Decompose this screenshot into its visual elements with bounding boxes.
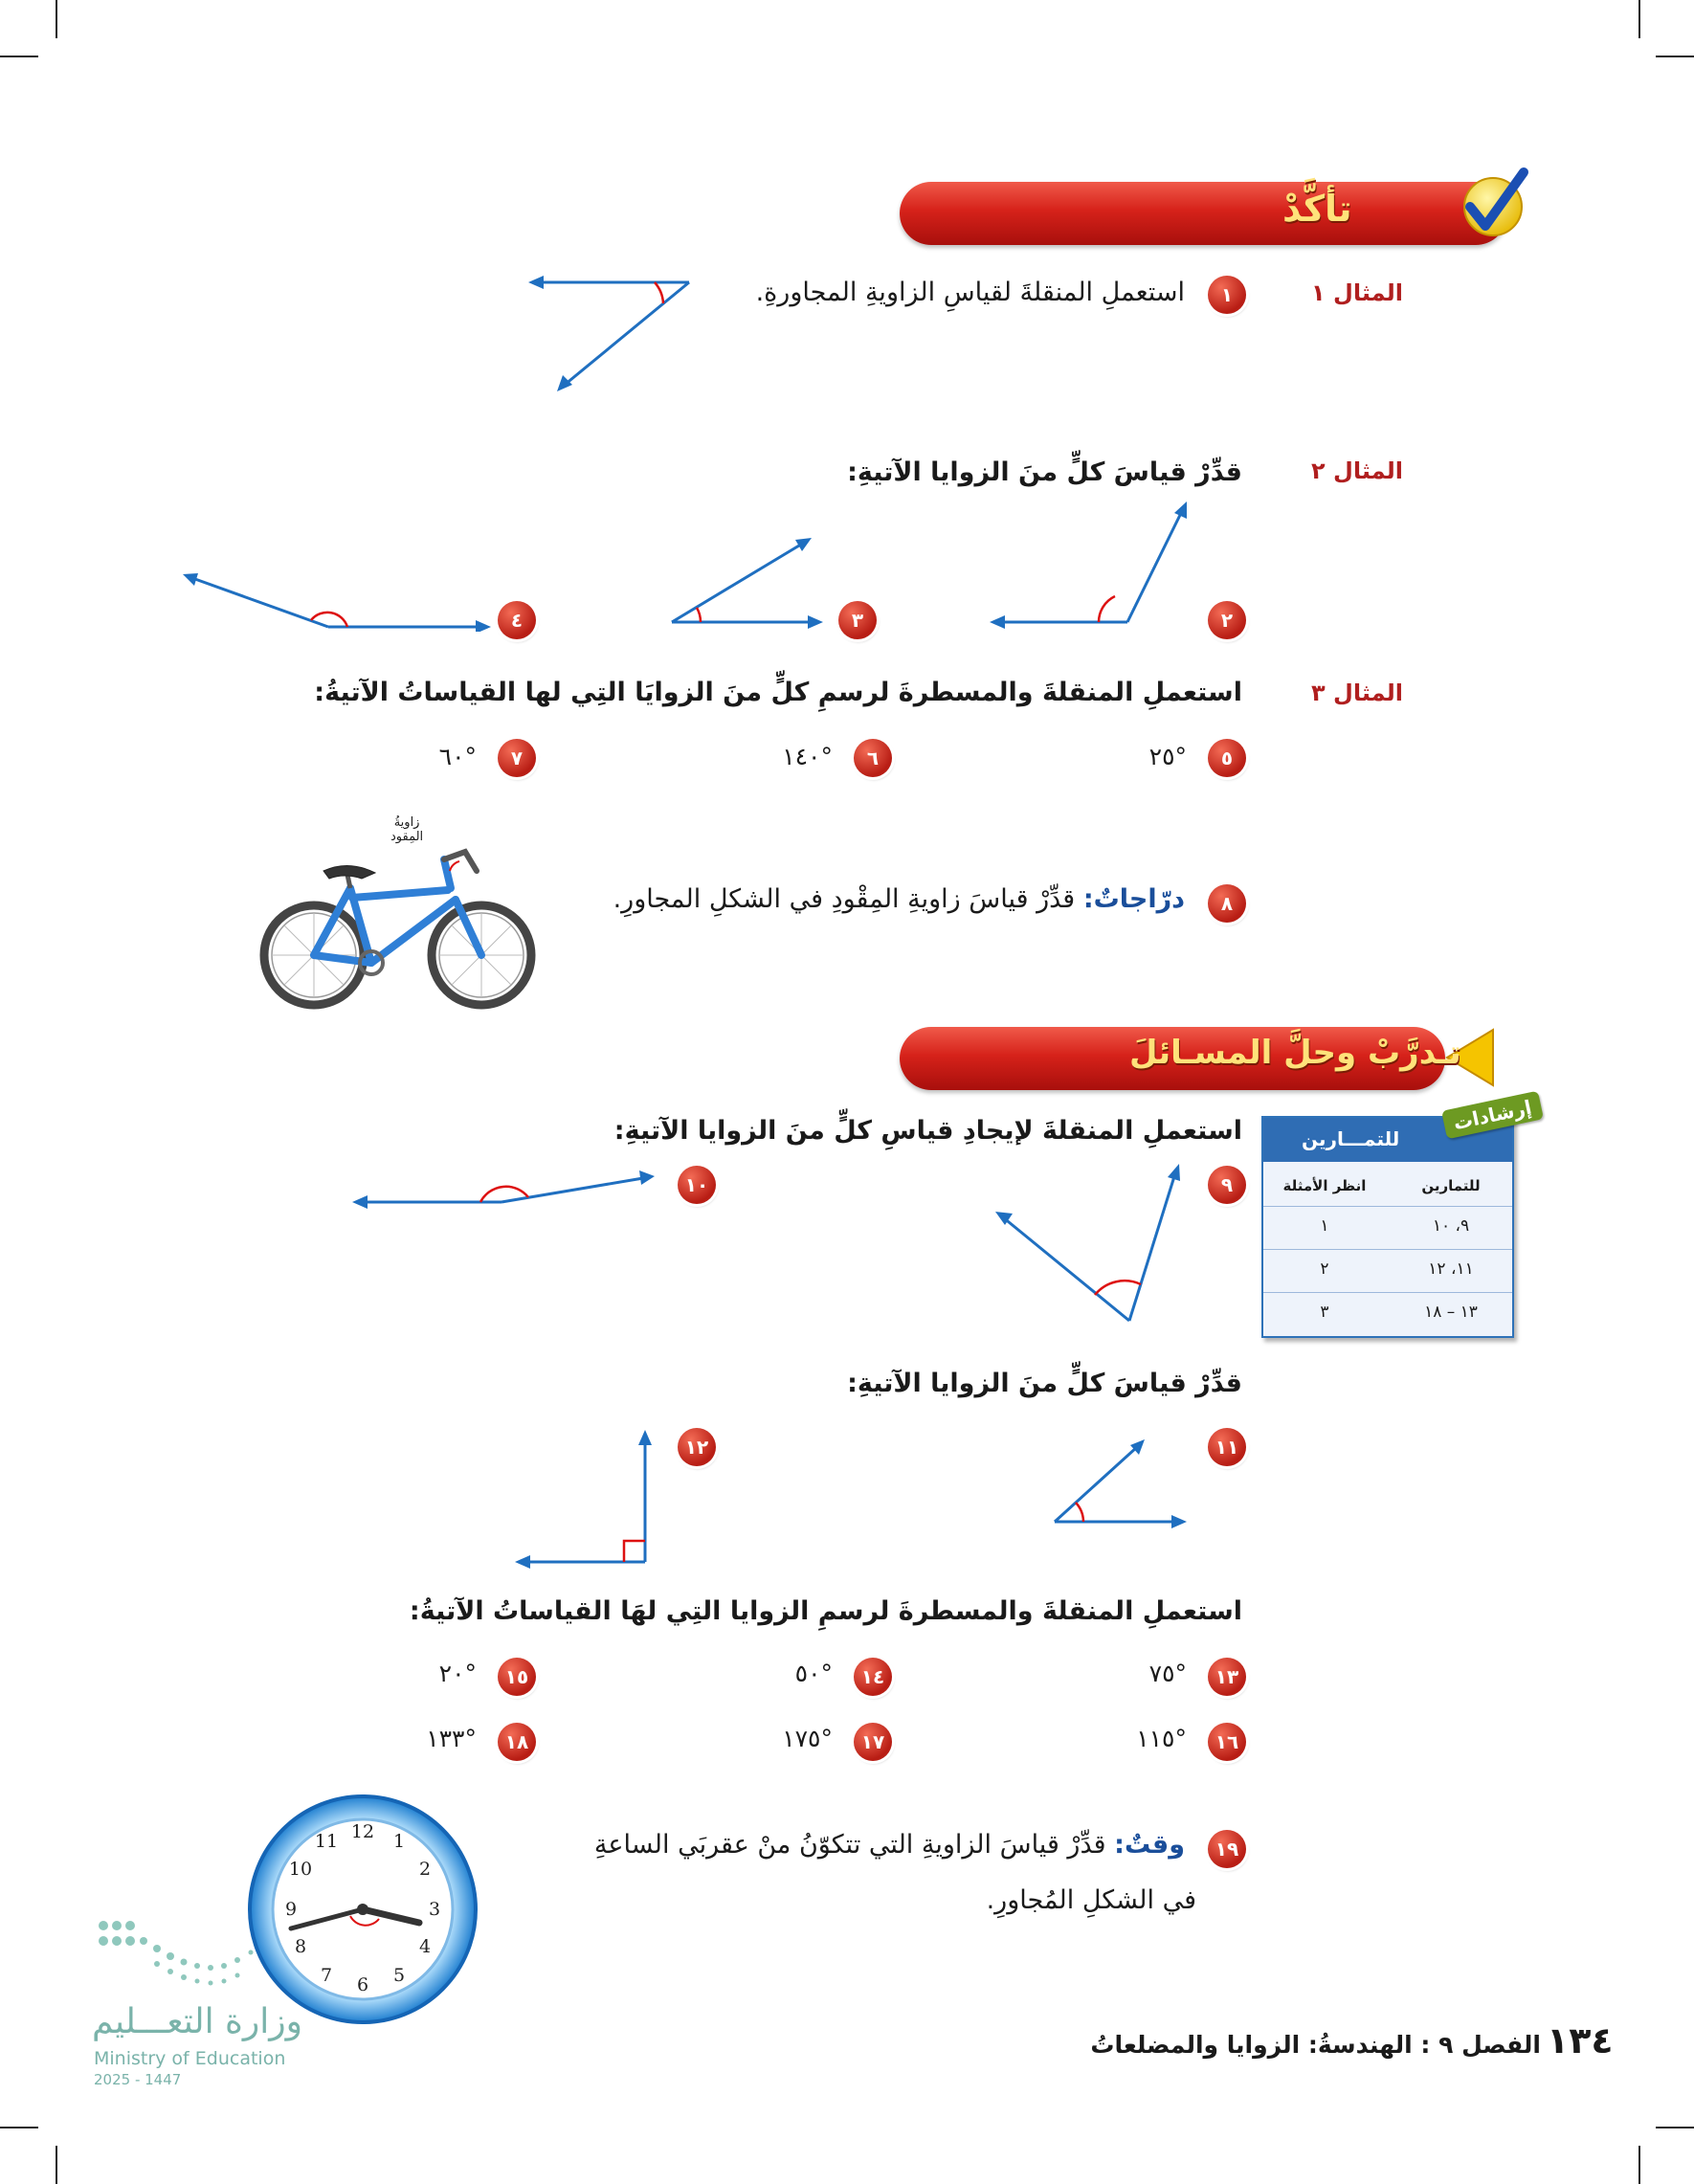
clock-number: 8: [294, 1936, 307, 1957]
hints-table-header: [1263, 1168, 1512, 1207]
exercise-12-badge: ١٢: [678, 1428, 716, 1466]
exercise-1-angle: [517, 258, 708, 402]
exercise-19-line1: [594, 1830, 1185, 1860]
exercise-6-badge: ٦: [854, 739, 892, 777]
exercise-15-value: °٢٠: [438, 1660, 477, 1687]
crop-mark: [56, 0, 57, 38]
crop-mark: [0, 2127, 38, 2128]
hints-row-exercises: ١١، ١٢: [1428, 1259, 1474, 1279]
clock-number: 11: [314, 1831, 339, 1852]
hints-row-example: ١: [1320, 1216, 1329, 1236]
clock-number: 2: [418, 1859, 432, 1880]
ministry-logo-arabic: وزارة التعـــليم: [92, 2002, 303, 2041]
crop-mark: [1656, 2127, 1694, 2128]
exercise-14-badge: ١٤: [854, 1658, 892, 1696]
exercise-5-badge: ٥: [1208, 739, 1246, 777]
hints-row-exercises: ١٣ – ١٨: [1424, 1303, 1478, 1322]
ministry-logo-dots: [94, 1914, 266, 2000]
exercise-2-badge: ٢: [1208, 601, 1246, 639]
exercise-16-badge: ١٦: [1208, 1723, 1246, 1761]
exercise-13-prompt: استعملِ المنقلةَ والمسطرةَ لرسمِ الزوايا التِي لهَا القياساتُ الآتيةُ:: [409, 1596, 1242, 1626]
check-banner: [900, 182, 1507, 245]
exercise-17-value: °١٧٥: [782, 1725, 833, 1752]
exercise-8-badge: ٨: [1208, 884, 1246, 923]
clock-illustration: [245, 1792, 480, 2027]
hints-col-examples: انظر الأمثلة: [1282, 1177, 1367, 1194]
bicycle-label: [390, 815, 423, 844]
exercise-16-value: °١١٥: [1136, 1725, 1187, 1752]
exercise-13-value: °٧٥: [1148, 1660, 1187, 1687]
exercise-3-angle: [660, 531, 833, 636]
crop-mark: [1656, 56, 1694, 57]
exercise-5-value: °٢٥: [1148, 743, 1187, 770]
clock-number: 9: [284, 1899, 298, 1920]
exercise-10-badge: ١٠: [678, 1166, 716, 1204]
exercise-19-body: قدِّرْ قياسَ الزاويةِ التي تتكوّنُ منْ عقربَي الساعةِ: [593, 1830, 1106, 1860]
exercise-1-badge: ١: [1208, 276, 1246, 314]
practice-title: تـدرَّبْ وحلَّ المسـائلَ: [1129, 1034, 1461, 1072]
exercise-11-prompt: قدِّرْ قياسَ كلٍّ منَ الزوايا الآتيةِ:: [847, 1369, 1242, 1398]
check-title: تأكَّدْ: [1282, 188, 1352, 230]
bicycle-label-line1: زاويةُ: [393, 815, 420, 830]
exercise-9-prompt: استعملِ المنقلةَ لإيجادِ قياسِ كلٍّ منَ الزوايا الآتيةِ:: [613, 1116, 1242, 1146]
exercise-13-badge: ١٣: [1208, 1658, 1246, 1696]
exercise-10-angle: [346, 1166, 662, 1214]
example-3-label: المثال ٣: [1311, 680, 1403, 706]
exercise-7-value: °٦٠: [438, 743, 477, 770]
hints-row-example: ٣: [1320, 1303, 1329, 1322]
exercise-15-badge: ١٥: [498, 1658, 536, 1696]
bicycle-illustration: [256, 821, 547, 1013]
crop-mark: [1638, 2146, 1640, 2184]
hints-row: [1263, 1250, 1512, 1293]
exercise-18-badge: ١٨: [498, 1723, 536, 1761]
exercise-11-badge: ١١: [1208, 1428, 1246, 1466]
exercise-14-value: °٥٠: [794, 1660, 833, 1687]
exercise-12-angle: [509, 1424, 662, 1573]
clock-number: 10: [288, 1859, 313, 1880]
exercise-11-angle: [1043, 1426, 1196, 1531]
exercise-3-badge: ٣: [838, 601, 877, 639]
hints-row: [1263, 1207, 1512, 1250]
page-number: ١٣٤: [1547, 2019, 1614, 2061]
exercise-19-line2: في الشكلِ المُجاورِ.: [986, 1885, 1196, 1915]
ministry-logo-english: Ministry of Education: [94, 2048, 286, 2069]
hints-heading: للتمـــارين: [1302, 1127, 1400, 1150]
clock-number: 5: [392, 1965, 406, 1986]
exercise-17-badge: ١٧: [854, 1723, 892, 1761]
hints-row-exercises: ٩، ١٠: [1432, 1216, 1470, 1236]
exercise-8-keyword: درّاجاتٌ:: [1082, 884, 1185, 914]
clock-number: 4: [418, 1936, 432, 1957]
exercise-9-angle: [986, 1158, 1196, 1330]
exercise-5-prompt: استعملِ المنقلةَ والمسطرةَ لرسمِ كلٍّ منَ الزوايَا التِي لها القياساتُ الآتيةُ:: [314, 678, 1242, 707]
exercise-4-angle: [177, 565, 502, 632]
example-1-label: المثال ١: [1311, 279, 1403, 306]
hints-table: [1263, 1168, 1512, 1335]
clock-number: 3: [428, 1899, 441, 1920]
exercise-8-body: قدِّرْ قياسَ زاويةِ المِقْودِ في الشكلِ المجاورِ.: [613, 884, 1076, 914]
example-2-label: المثال ٢: [1311, 457, 1403, 484]
hints-col-exercises: للتمارين: [1421, 1177, 1481, 1194]
clock-number: 7: [320, 1965, 333, 1986]
checkmark-icon: [1455, 165, 1533, 243]
exercise-18-value: °١٣٣: [426, 1725, 477, 1752]
hints-box: [1261, 1116, 1514, 1338]
clock-number: 12: [350, 1821, 375, 1842]
exercise-4-badge: ٤: [498, 601, 536, 639]
hints-row-example: ٢: [1320, 1259, 1329, 1279]
bicycle-label-line2: المِقود: [390, 830, 424, 844]
exercise-9-badge: ٩: [1208, 1166, 1246, 1204]
exercise-19-badge: ١٩: [1208, 1830, 1246, 1868]
ministry-logo-year: 2025 - 1447: [94, 2071, 182, 2088]
exercise-1-text: استعملِ المنقلةَ لقياسِ الزاويةِ المجاورةِ.: [755, 278, 1185, 307]
exercise-8-text: [613, 884, 1185, 914]
exercise-2-angle: [986, 498, 1196, 632]
clock-number: 1: [392, 1831, 406, 1852]
clock-number: 6: [356, 1974, 369, 1995]
hints-tag-text: إرشادات: [1451, 1095, 1534, 1135]
crop-mark: [1638, 0, 1640, 38]
exercise-2-prompt: قدِّرْ قياسَ كلٍّ منَ الزوايا الآتيةِ:: [847, 457, 1242, 487]
crop-mark: [56, 2146, 57, 2184]
exercise-6-value: °١٤٠: [782, 743, 833, 770]
hints-row: [1263, 1293, 1512, 1335]
exercise-19-keyword: وقتٌ:: [1114, 1830, 1185, 1860]
crop-mark: [0, 56, 38, 57]
chapter-footer: الفصل ٩ : الهندسةُ: الزوايا والمضلعاتُ: [1090, 2031, 1541, 2059]
exercise-7-badge: ٧: [498, 739, 536, 777]
